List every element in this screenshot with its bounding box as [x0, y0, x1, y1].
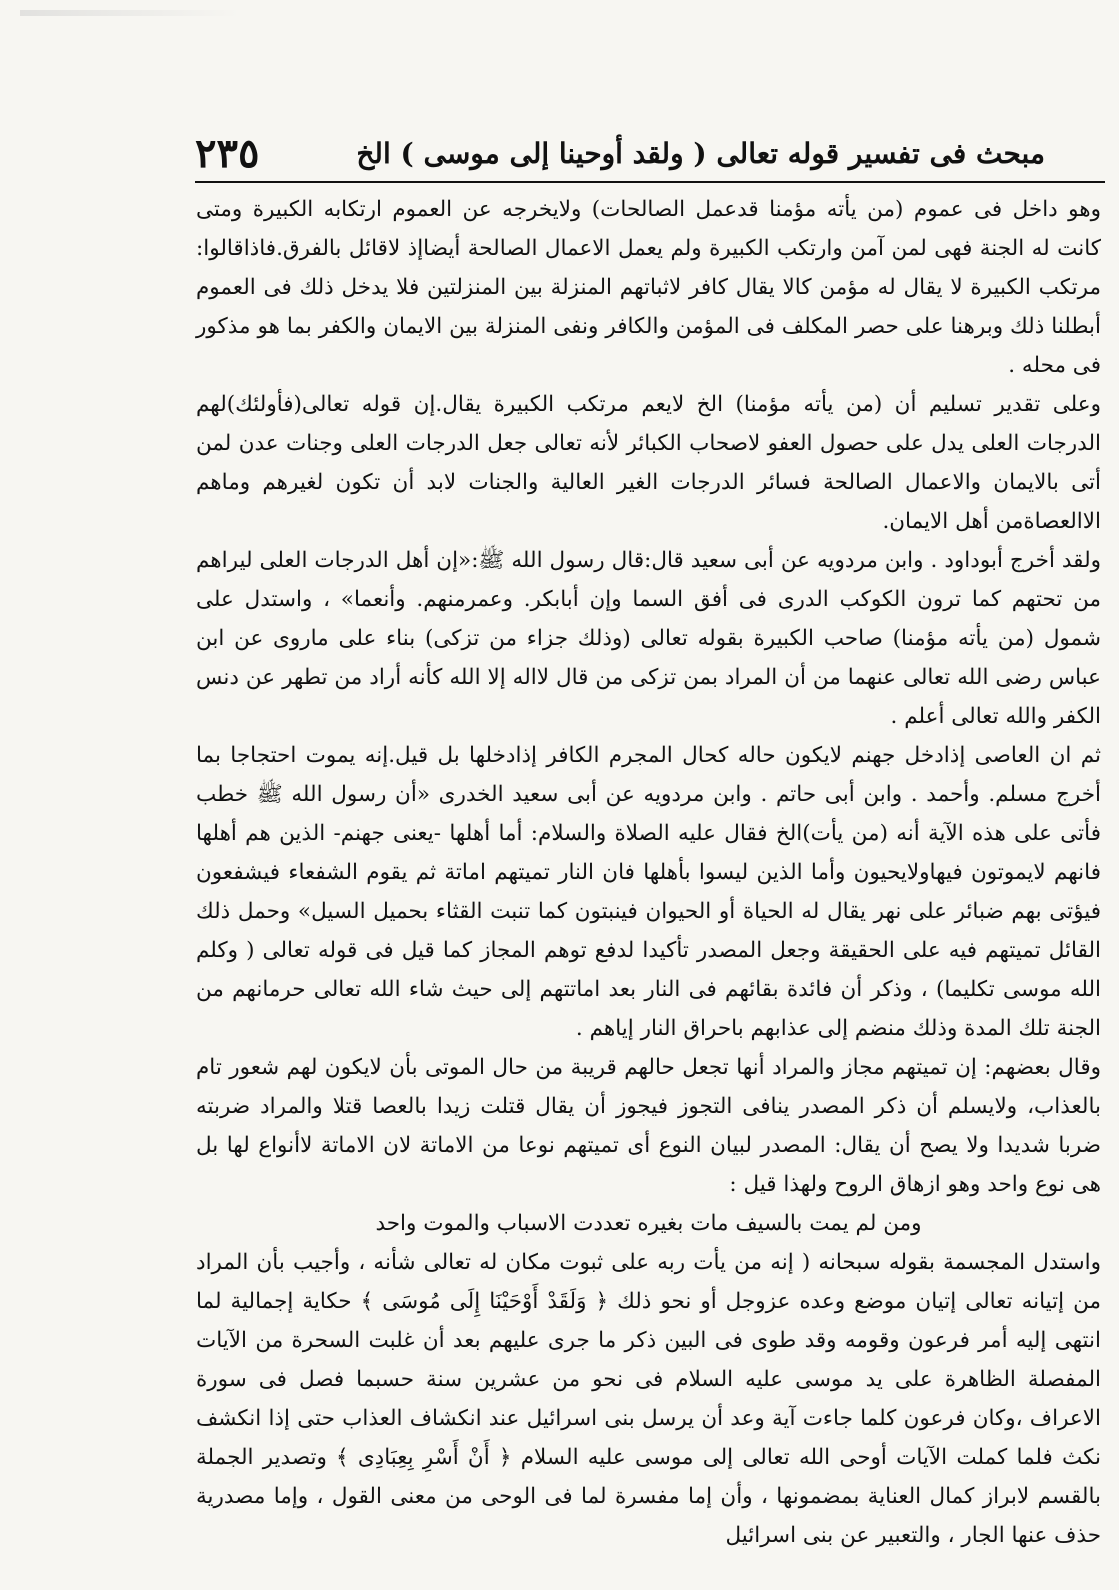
scan-smudge: [20, 10, 240, 16]
page-header: [195, 128, 1045, 178]
body-text: [196, 190, 1101, 1555]
paragraph: واستدل المجسمة بقوله سبحانه ( إنه من يأت ربه على ثبوت مكان له تعالى شأنه ، وأجيب بأن المراد من إتيانه تعالى إتيان موضع وعده عزوجل أو نحو ذلك ﴿ وَلَقَدْ أَوْحَيْنَا إِلَى مُوسَى ﴾ حكاية إجمالية لما انتهى إليه أمر فرعون وقومه وقد طوى فى البين ذكر ما جرى عليهم بعد أن غلبت السحرة من الآيات المفصلة الظاهرة على يد موسى عليه السلام فى نحو من عشرين سنة حسبما فصل فى سورة الاعراف ،وكان فرعون كلما جاءت آية وعد أن يرسل بنى اسرائيل عند انكشاف العذاب حتى إذا انكشف نكث فلما كملت الآيات أوحى الله تعالى إلى موسى عليه السلام ﴿ أَنْ أَسْرِ بِعِبَادِى ﴾ وتصدير الجملة بالقسم لابراز كمال العناية بمضمونها ، وأن إما مفسرة لما فى الوحى من معنى القول ، وإما مصدرية حذف عنها الجار ، والتعبير عن بنى اسرائيل: [196, 1250, 1101, 1548]
paragraph: ولقد أخرج أبوداود . وابن مردويه عن أبى سعيد قال:قال رسول الله ﷺ:«إن أهل الدرجات العلى ليراهم من تحتهم كما ترون الكوكب الدرى فى أفق السما وإن أبابكر. وعمرمنهم. وأنعما» ، واستدل على شمول (من يأته مؤمنا) صاحب الكبيرة بقوله تعالى (وذلك جزاء من تزكى) بناء على ماروى عن ابن عباس رضى الله تعالى عنهما من أن المراد بمن تزكى من قال لااله إلا الله كأنه أراد من تطهر عن دنس الكفر والله تعالى أعلم .: [196, 548, 1101, 729]
paragraph: وهو داخل فى عموم (من يأته مؤمنا قدعمل الصالحات) ولايخرجه عن العموم ارتكابه الكبيرة ومتى كانت له الجنة فهى لمن آمن وارتكب الكبيرة ولم يعمل الاعمال الصالحة أيضاإذ لاقائل بالفرق.فاذاقالوا: مرتكب الكبيرة لا يقال له مؤمن كالا يقال كافر لاثباتهم المنزلة بين المنزلتين فلا يدخل ذلك فى العموم أبطلنا ذلك وبرهنا على حصر المكلف فى المؤمن والكافر ونفى المنزلة بين الايمان والكفر بما هو مذكور فى محله .: [196, 197, 1101, 378]
header-rule: [195, 181, 1105, 183]
paragraph: وقال بعضهم: إن تميتهم مجاز والمراد أنها تجعل حالهم قريبة من حال الموتى بأن لايكون لهم شعور تام بالعذاب، ولايسلم أن ذكر المصدر ينافى التجوز فيجوز أن يقال قتلت زيدا بالعصا قتلا والمراد ضربته ضربا شديدا ولا يصح أن يقال: المصدر لبيان النوع أى تميتهم نوعا من الاماتة لان الاماتة لاأنواع لها بل هى نوع واحد وهو ازهاق الروح ولهذا قيل :: [196, 1055, 1101, 1197]
paragraph: وعلى تقدير تسليم أن (من يأته مؤمنا) الخ لايعم مرتكب الكبيرة يقال.إن قوله تعالى(فأولئك)لهم الدرجات العلى يدل على حصول العفو لاصحاب الكبائر لأنه تعالى جعل الدرجات العلى وجنات عدن لمن أتى بالايمان والاعمال الصالحة فسائر الدرجات الغير العالية والجنات لابد أن تكون لغيرهم وماهم الاالعصاةمن أهل الايمان.: [196, 392, 1101, 534]
paragraph: ثم ان العاصى إذادخل جهنم لايكون حاله كحال المجرم الكافر إذادخلها بل قيل.إنه يموت احتجاجا بما أخرج مسلم. وأحمد . وابن أبى حاتم . وابن مردويه عن أبى سعيد الخدرى «أن رسول الله ﷺ خطب فأتى على هذه الآية أنه (من يأت)الخ فقال عليه الصلاة والسلام: أما أهلها -يعنى جهنم- الذين هم أهلها فانهم لايموتون فيهاولايحيون وأما الذين ليسوا بأهلها فان النار تميتهم اماتة ثم يقوم الشفعاء فيشفعون فيؤتى بهم ضبائر على نهر يقال له الحياة أو الحيوان فينبتون كما تنبت القثاء بحميل السيل» وحمل ذلك القائل تميتهم فيه على الحقيقة وجعل المصدر تأكيدا لدفع توهم المجاز كما قيل فى قوله تعالى ( وكلم الله موسى تكليما) ، وذكر أن فائدة بقائهم فى النار بعد اماتتهم إلى حيث شاء الله تعالى حرمانهم من الجنة تلك المدة وذلك منضم إلى عذابهم باحراق النار إياهم .: [196, 743, 1101, 1041]
page-number: ٢٣٥: [195, 129, 260, 177]
running-title: مبحث فى تفسير قوله تعالى ( ولقد أوحينا إلى موسى ) الخ: [356, 136, 1045, 170]
poetry-verse: ومن لم يمت بالسيف مات بغيره تعددت الاسباب والموت واحد: [375, 1211, 922, 1236]
